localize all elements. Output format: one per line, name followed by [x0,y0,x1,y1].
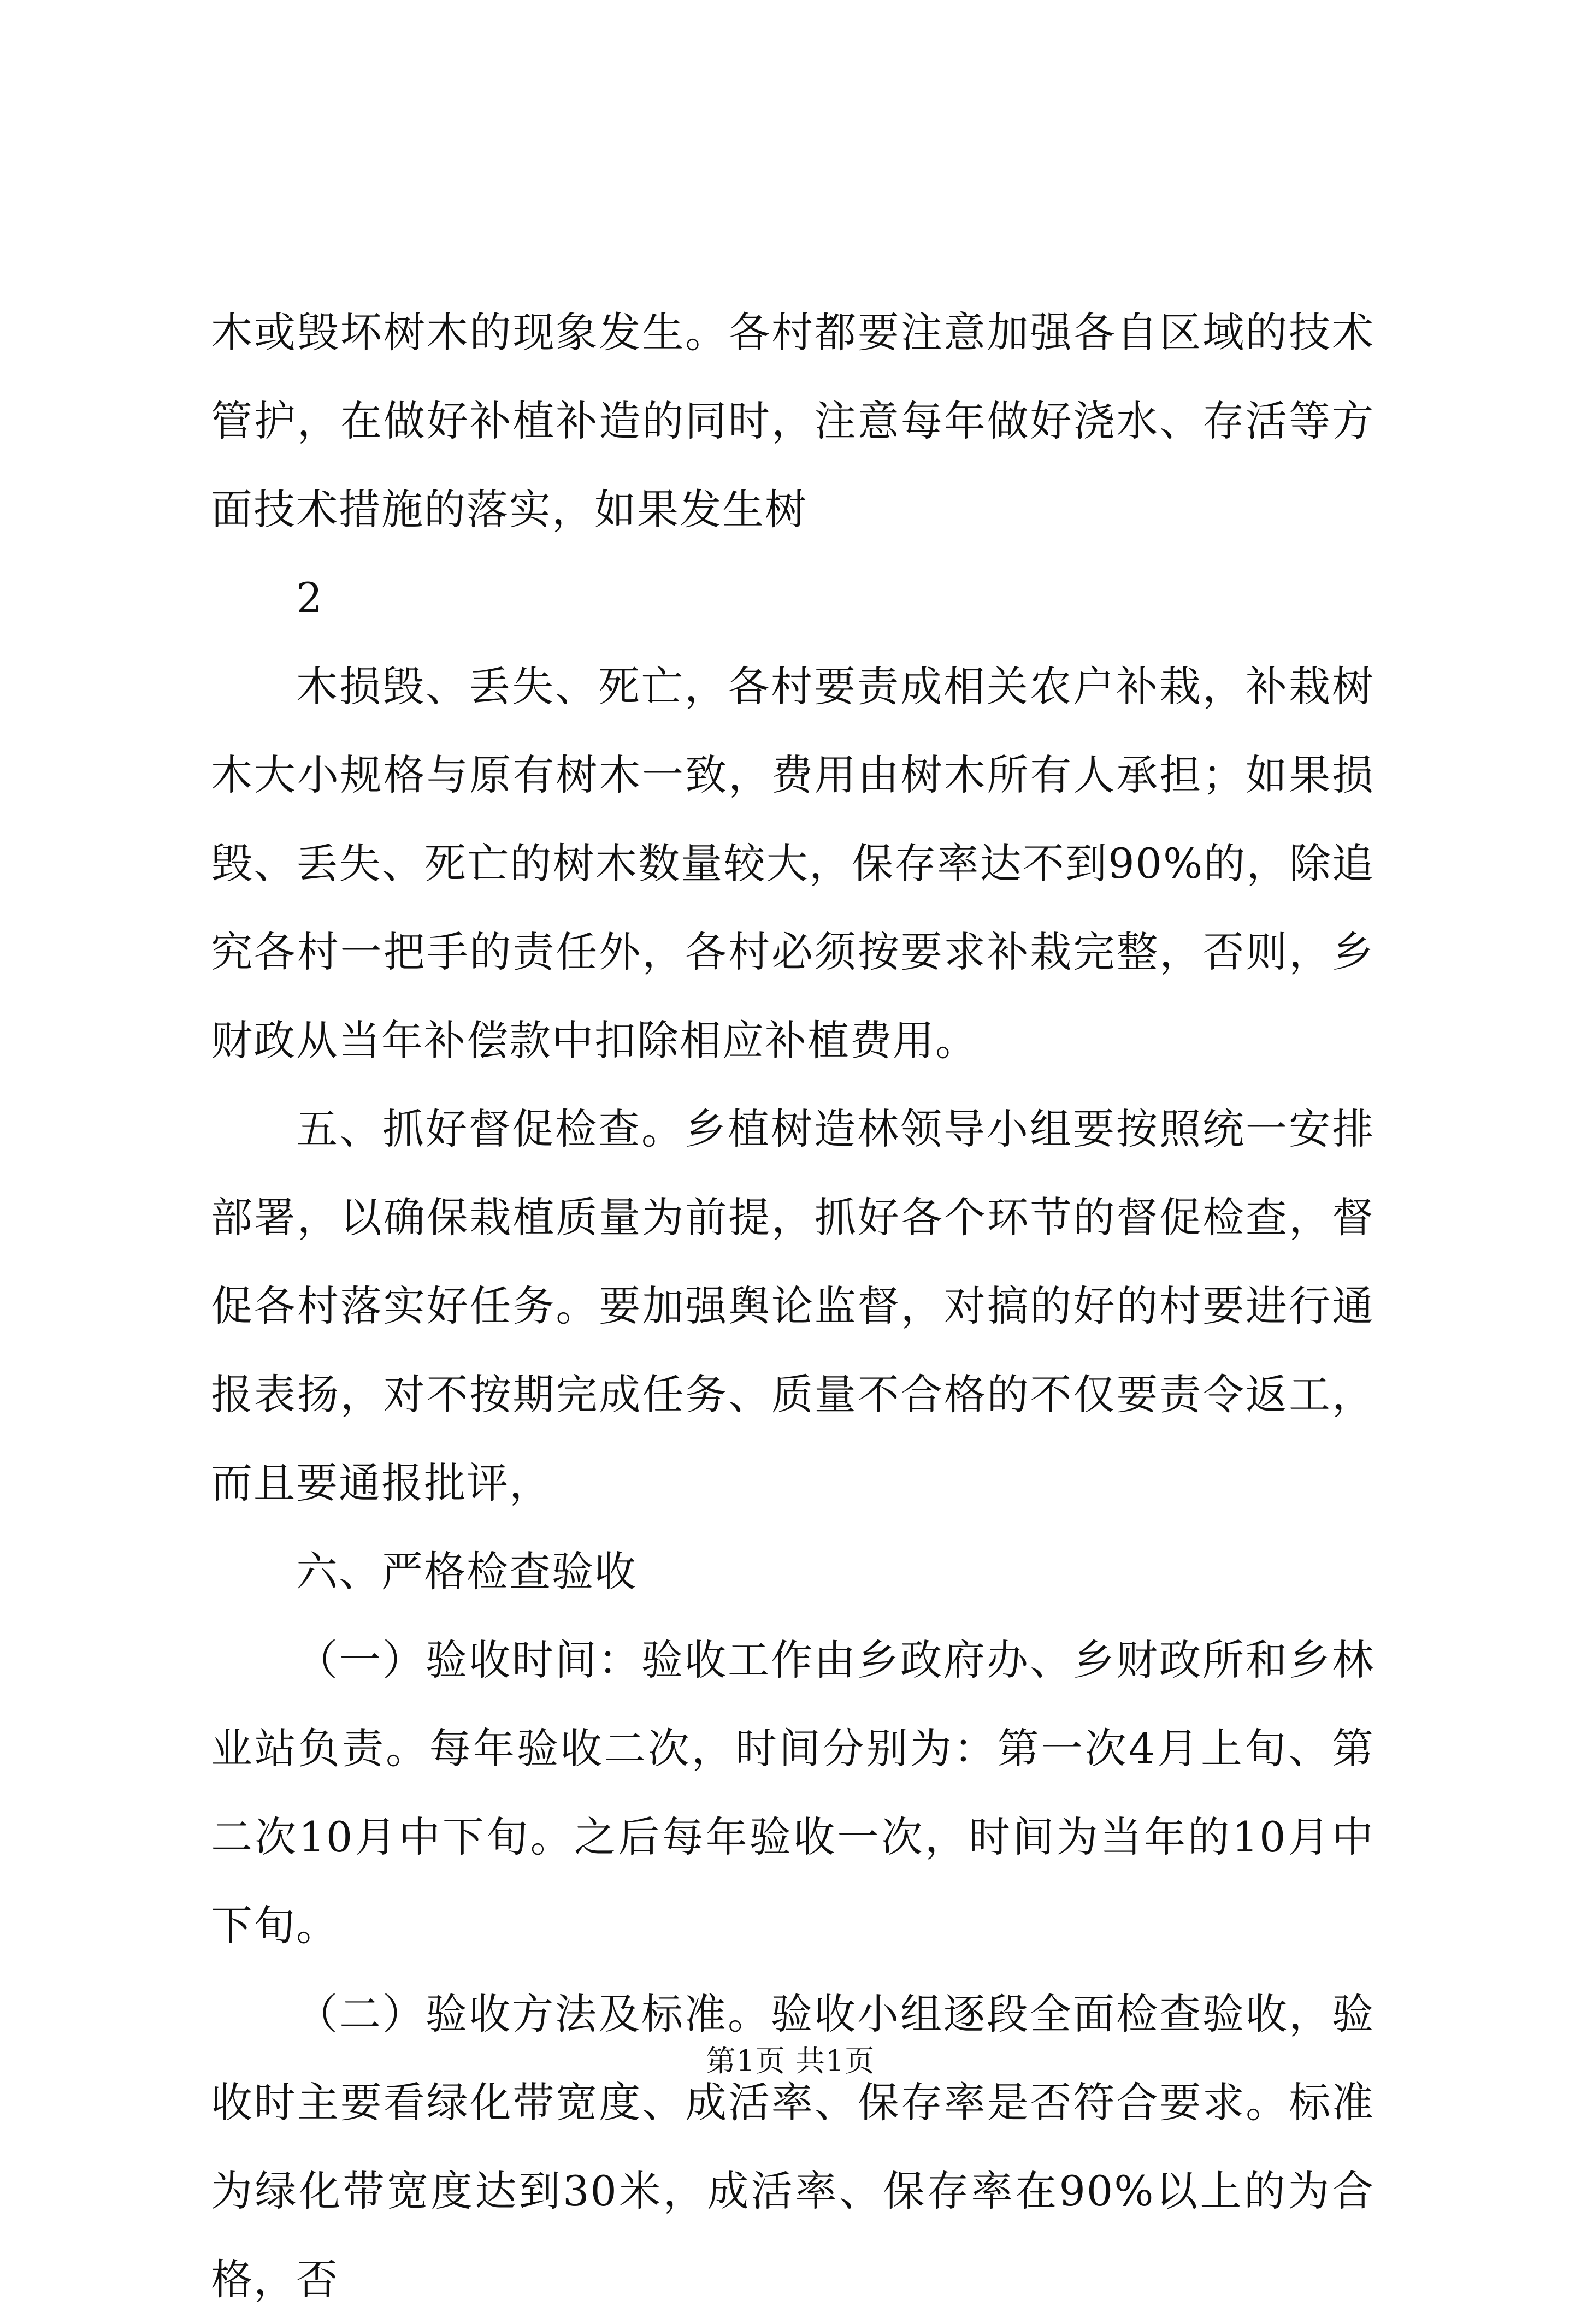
paragraph-continuation: 木或毁坏树木的现象发生。各村都要注意加强各自区域的技术管护，在做好补植补造的同时，注意每年做好浇水、存活等方面技术措施的落实，如果发生树 [211,308,1374,534]
paragraph-tree-replanting: 木损毁、丢失、死亡，各村要责成相关农户补栽，补栽树木大小规格与原有树木一致，费用由树木所有人承担；如果损毁、丢失、死亡的树木数量较大，保存率达不到90%的，除追究各村一把手的责任外，各村必须按要求补栽完整，否则，乡财政从当年补偿款中扣除相应补植费用。 [211,662,1374,1065]
inline-page-number: 2 [296,574,324,622]
page-footer: 第1页 共1页 [706,2044,875,2078]
paragraph-section-five: 五、抓好督促检查。乡植树造林领导小组要按照统一安排部署，以确保栽植质量为前提，抓好各个环节的督促检查，督促各村落实好任务。要加强舆论监督，对搞的好的村要进行通报表扬，对不按期完成任务、质量不合格的不仅要责令返工，而且要通报批评， [211,1105,1374,1507]
paragraph-acceptance-method: （二）验收方法及标准。验收小组逐段全面检查验收，验收时主要看绿化带宽度、成活率、保存率是否符合要求。标准为绿化带宽度达到30米，成活率、保存率在90%以上的为合格，否 [211,1990,1374,2304]
paragraph-acceptance-time: （一）验收时间：验收工作由乡政府办、乡财政所和乡林业站负责。每年验收二次，时间分别为：第一次4月上旬、第二次10月中下旬。之后每年验收一次，时间为当年的10月中下旬。 [211,1636,1374,1950]
section-heading-six: 六、严格检查验收 [296,1547,637,1596]
document-body [211,288,1374,2324]
